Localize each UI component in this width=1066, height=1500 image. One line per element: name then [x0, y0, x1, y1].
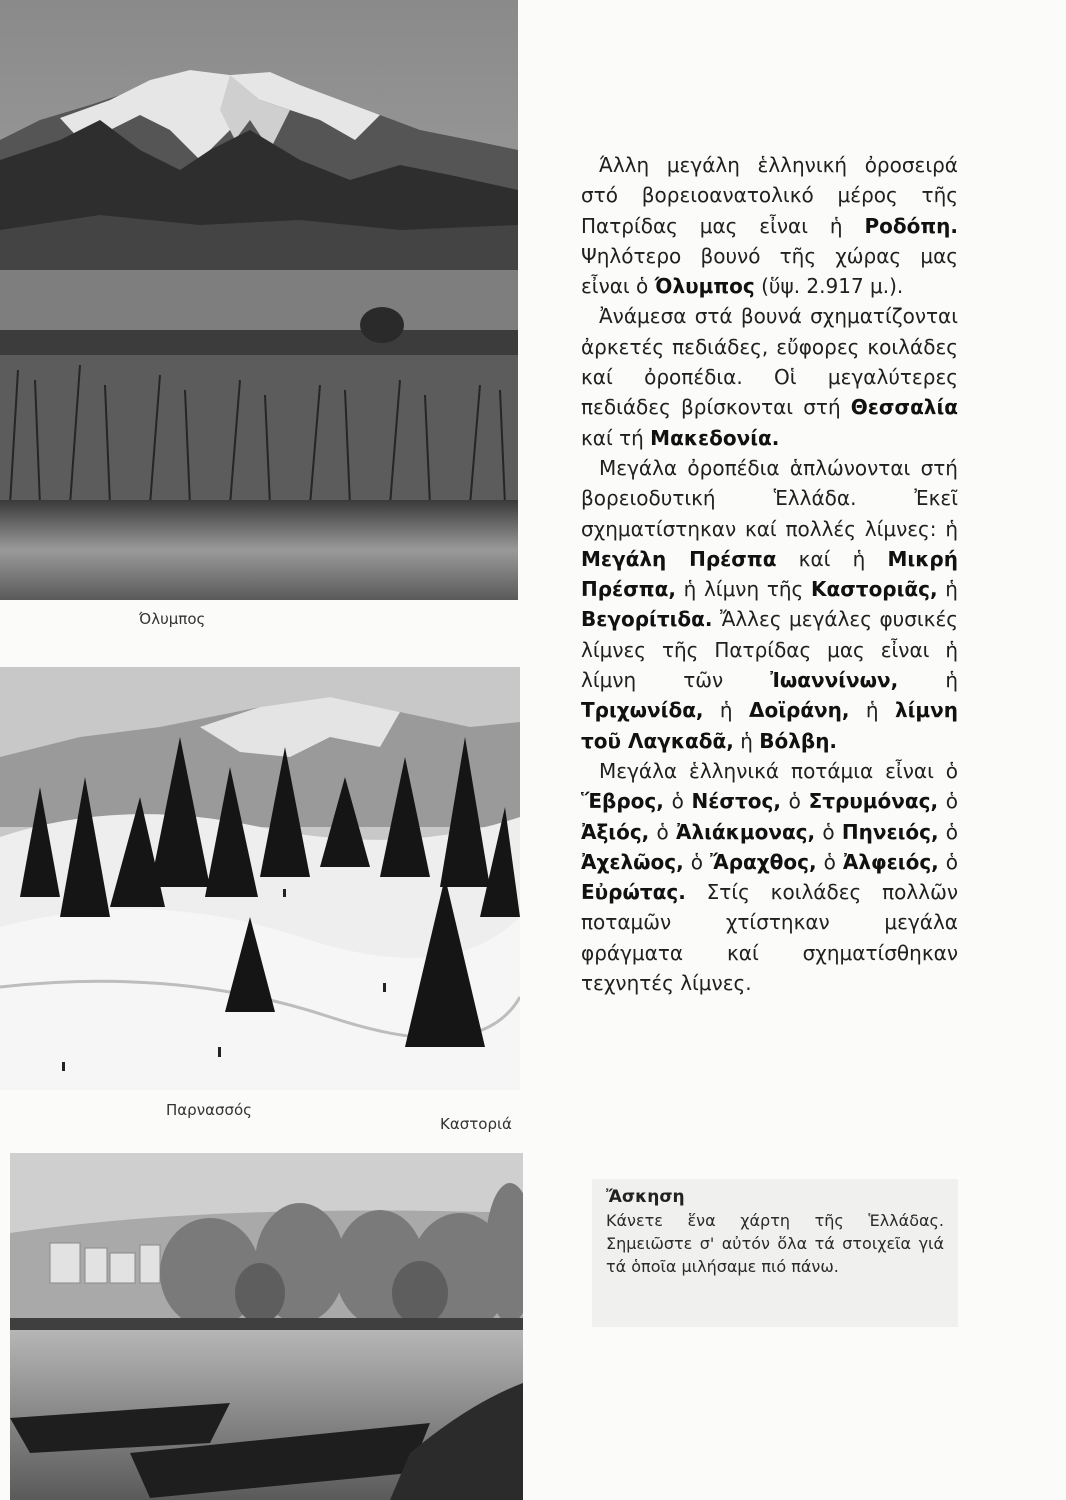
bold-term: Δοϊράνη, [748, 698, 850, 723]
text-run: καί τή [581, 425, 651, 450]
text-run: Στίς κοιλάδες πολλῶν ποταμῶν χτίστηκαν μεγάλα φράγματα καί σχηματίσθηκαν τεχνητές λίμνες. [581, 880, 958, 996]
bold-term: Εὐρώτας. [581, 880, 686, 905]
bold-term: Νέστος, [691, 789, 781, 814]
text-run: ὁ [780, 789, 809, 814]
caption-parnassos: Παρνασσός [166, 1101, 252, 1119]
bold-term: Ροδόπη. [864, 213, 958, 238]
text-run: ὁ [938, 819, 959, 844]
text-run: ἡ [898, 668, 958, 693]
bold-term: Ἀχελῶος, [581, 849, 684, 874]
paragraph [581, 301, 958, 452]
text-run: ἡ [937, 577, 958, 602]
text-run: ἡ [849, 698, 895, 723]
main-text [581, 150, 958, 998]
bold-term: Ἀξιός, [581, 819, 650, 844]
text-run: ἡ [703, 698, 749, 723]
text-run: ὁ [816, 849, 843, 874]
text-run: ἡ λίμνη τῆς [675, 577, 811, 602]
exercise-box [592, 1179, 958, 1327]
bold-term: Ἀλφειός, [842, 849, 939, 874]
bold-term: Ἀλιάκμονας, [675, 819, 816, 844]
photo-parnassos [0, 667, 520, 1090]
text-run: Ἄλλες μεγάλες φυσικές λίμνες τῆς Πατρίδας μας εἶναι ἡ λίμνη τῶν [581, 607, 958, 693]
caption-olympus: Όλυμπος [139, 610, 206, 628]
caption-kastoria: Καστοριά [440, 1115, 512, 1133]
photo-kastoria [10, 1153, 523, 1500]
bold-term: Μικρή Πρέσπα, [581, 546, 958, 602]
paragraph [581, 453, 958, 756]
paragraph [581, 756, 958, 998]
exercise-text: Κάνετε ἕνα χάρτη τῆς Ἑλλάδας. Σημειῶστε σ' αὐτόν ὅλα τά στοιχεῖα γιά τά ὁποῖα μιλήσαμε πιό πάνω. [606, 1211, 944, 1276]
bold-term: Στρυμόνας, [808, 789, 939, 814]
bold-term: Θεσσαλία [850, 395, 958, 420]
bold-term: Ἄραχθος, [710, 849, 817, 874]
bold-term: Όλυμπος [654, 274, 755, 299]
text-run: ὁ [815, 819, 842, 844]
text-run: Μεγάλα ἑλληνικά ποτάμια εἶναι ὁ [599, 758, 958, 783]
text-run: ὁ [938, 789, 959, 814]
bold-term: Ἰωαννίνων, [770, 668, 899, 693]
text-run: ἡ [733, 728, 760, 753]
text-run: ὁ [938, 849, 959, 874]
text-run: καί ἡ [776, 546, 888, 571]
text-run: ὁ [663, 789, 692, 814]
text-run: Ψηλότερο βουνό τῆς χώρας μας εἶναι ὁ [581, 243, 958, 299]
text-run: ὁ [683, 849, 711, 874]
photo-olympus [0, 0, 518, 600]
exercise-title: Ἄσκηση [606, 1187, 685, 1207]
bold-term: Πηνειός, [841, 819, 939, 844]
bold-term: Καστοριᾶς, [810, 577, 938, 602]
text-run: Ἀνάμεσα στά βουνά σχηματίζονται ἀρκετές πεδιάδες, εὔφορες κοιλάδες καί ὀροπέδια. Οἱ μεγαλύτερες πεδιάδες βρίσκονται στή [581, 304, 958, 420]
bold-term: λίμνη τοῦ Λαγκαδᾶ, [581, 698, 958, 753]
bold-term: Τριχωνίδα, [581, 698, 704, 723]
text-run: Μεγάλα ὀροπέδια ἁπλώνονται στή βορειοδυτική Ἑλλάδα. Ἐκεῖ σχηματίστηκαν καί πολλές λίμνες: ἡ [581, 455, 958, 541]
text-run: (ὕψ. 2.917 μ.). [754, 274, 904, 299]
text-run: Άλλη μεγάλη ἑλληνική ὀροσειρά στό βορειοανατολικό μέρος τῆς Πατρίδας μας εἶναι ἡ [581, 153, 958, 238]
bold-term: Βόλβη. [759, 728, 838, 753]
text-run: ὁ [649, 819, 676, 844]
paragraph [581, 150, 958, 301]
bold-term: Βεγορίτιδα. [581, 607, 713, 632]
bold-term: Μεγάλη Πρέσπα [581, 546, 777, 571]
bold-term: Μακεδονία. [650, 425, 780, 450]
bold-term: Ἕβρος, [581, 789, 664, 814]
